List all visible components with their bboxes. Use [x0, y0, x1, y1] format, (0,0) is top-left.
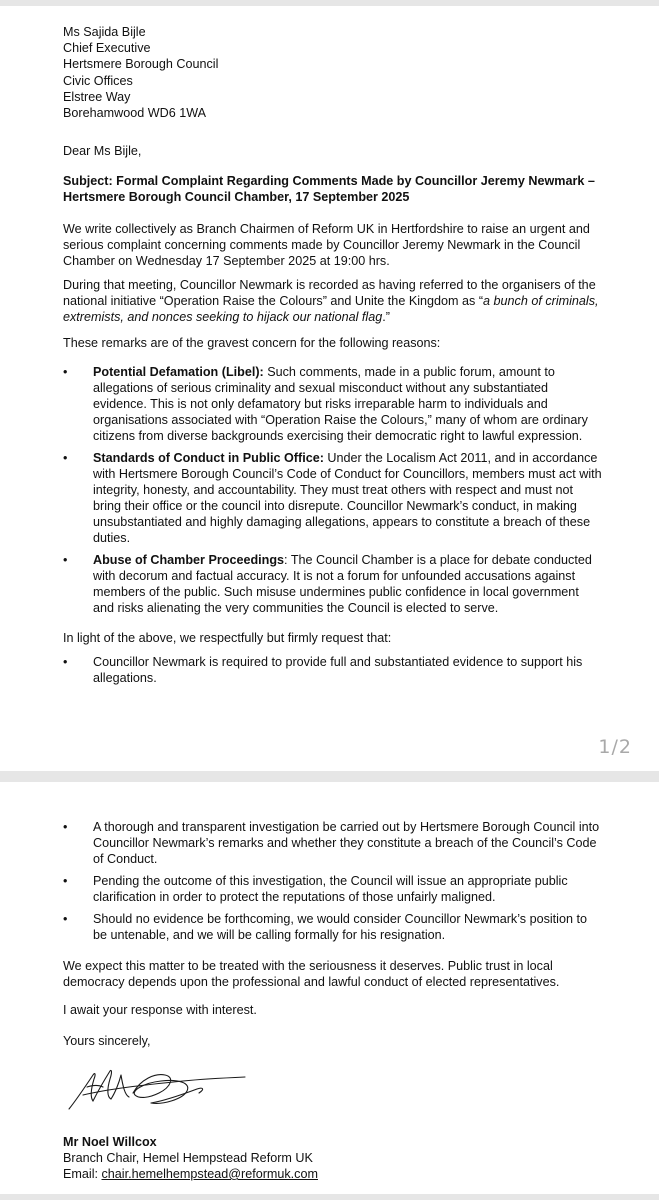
list-item — [63, 911, 603, 943]
list-item — [63, 819, 603, 867]
expectation-paragraph: We expect this matter to be treated with the seriousness it deserves. Public trust in local democracy depends upon the professional and lawful conduct of elected representatives. — [63, 959, 560, 989]
reason-title: Potential Defamation (Libel): — [93, 365, 264, 379]
address-line: Elstree Way — [63, 89, 131, 104]
subject-line: Subject: Formal Complaint Regarding Comments Made by Councillor Jeremy Newmark – Hertsmere Borough Council Chamber, 17 September 2025 — [63, 174, 595, 204]
reason-title: Standards of Conduct in Public Office: — [93, 451, 324, 465]
bullet-icon: • — [63, 365, 68, 379]
requests-list-page1 — [63, 654, 603, 692]
list-item — [63, 364, 603, 444]
reasons-list — [63, 364, 603, 622]
address-line: Ms Sajida Bijle — [63, 25, 146, 39]
signer-name: Mr Noel Willcox — [63, 1135, 157, 1149]
closing: Yours sincerely, — [63, 1034, 151, 1048]
signer-email-line — [63, 1166, 603, 1182]
bullet-icon: • — [63, 874, 68, 888]
reason-text: : The Council Chamber is a place for debate conducted with decorum and factual accuracy. It is not a forum for unfounded accusations against members of the public. Such misuse undermines public confidence in local government and risks alienating the very communities the Council is elected to serve. — [93, 553, 592, 615]
requests-list-page2 — [63, 819, 603, 949]
bullet-icon: • — [63, 553, 68, 567]
list-item — [63, 873, 603, 905]
meeting-text-after: .” — [382, 310, 390, 324]
bullet-icon: • — [63, 912, 68, 926]
address-line: Hertsmere Borough Council — [63, 57, 219, 72]
list-item — [63, 654, 603, 686]
email-label: Email: — [63, 1167, 102, 1181]
email-link[interactable]: chair.hemelhempstead@reformuk.com — [101, 1167, 318, 1181]
quoted-remark: a bunch of criminals, extremists, and nonces seeking to hijack our national flag — [63, 294, 599, 324]
reason-text: Such comments, made in a public forum, amount to allegations of serious criminality and sexual misconduct without any substantiated evidence. This is not only defamatory but risks irreparable harm to individuals and organisations associated with “Operation Raise the Colours,” many of whom are ordinary citizens from diverse backgrounds exercising their democratic right to lawful expression. — [93, 365, 588, 443]
signer-role: Branch Chair, Hemel Hempstead Reform UK — [63, 1151, 313, 1165]
address-line: Civic Offices — [63, 73, 133, 88]
await-paragraph: I await your response with interest. — [63, 1003, 257, 1017]
address-line: Borehamwood WD6 1WA — [63, 106, 207, 121]
meeting-paragraph — [63, 277, 603, 325]
bullet-icon: • — [63, 451, 68, 465]
salutation: Dear Ms Bijle, — [63, 144, 142, 158]
reason-text: Under the Localism Act 2011, and in accordance with Hertsmere Borough Council’s Code of Conduct for Councillors, members must act with integrity, honesty, and accountability. They must treat others with respect and must not bring their office or the council into disrepute. Councillor Newmark’s conduct, in making unsubstantiated and highly damaging allegations, appears to constitute a breach of these duties. — [93, 451, 602, 545]
request-text: Pending the outcome of this investigation, the Council will issue an appropriate public clarification in order to protect the reputations of those unfairly maligned. — [93, 874, 568, 904]
request-paragraph: In light of the above, we respectfully but firmly request that: — [63, 631, 392, 645]
address-line: Chief Executive — [63, 41, 151, 56]
bullet-icon: • — [63, 820, 68, 834]
concern-paragraph: These remarks are of the gravest concern for the following reasons: — [63, 336, 441, 350]
signer-block — [63, 1134, 603, 1182]
bullet-icon: • — [63, 655, 68, 669]
signature-image — [63, 1065, 253, 1113]
request-text: Should no evidence be forthcoming, we would consider Councillor Newmark’s position to be untenable, and we will be calling formally for his resignation. — [93, 912, 587, 942]
request-text: A thorough and transparent investigation be carried out by Hertsmere Borough Council into Councillor Newmark’s remarks and whether they constitute a breach of the Council’s Code of Conduct. — [93, 820, 600, 866]
reason-title: Abuse of Chamber Proceedings — [93, 553, 285, 567]
list-item — [63, 450, 603, 546]
request-text: Councillor Newmark is required to provide full and substantiated evidence to support his allegations. — [93, 655, 583, 685]
recipient-address — [63, 24, 603, 121]
meeting-text-before: During that meeting, Councillor Newmark is recorded as having referred to the organisers of the national initiative “Operation Raise the Colours” and Unite the Kingdom as “ — [63, 278, 596, 308]
letter-page-1 — [0, 6, 659, 771]
intro-paragraph: We write collectively as Branch Chairmen of Reform UK in Hertfordshire to raise an urgent and serious complaint concerning comments made by Councillor Jeremy Newmark in the Council Chamber on Wednesday 17 September 2025 at 19:00 hrs. — [63, 222, 590, 268]
list-item — [63, 552, 603, 616]
page-number: 1/2 — [598, 736, 632, 758]
